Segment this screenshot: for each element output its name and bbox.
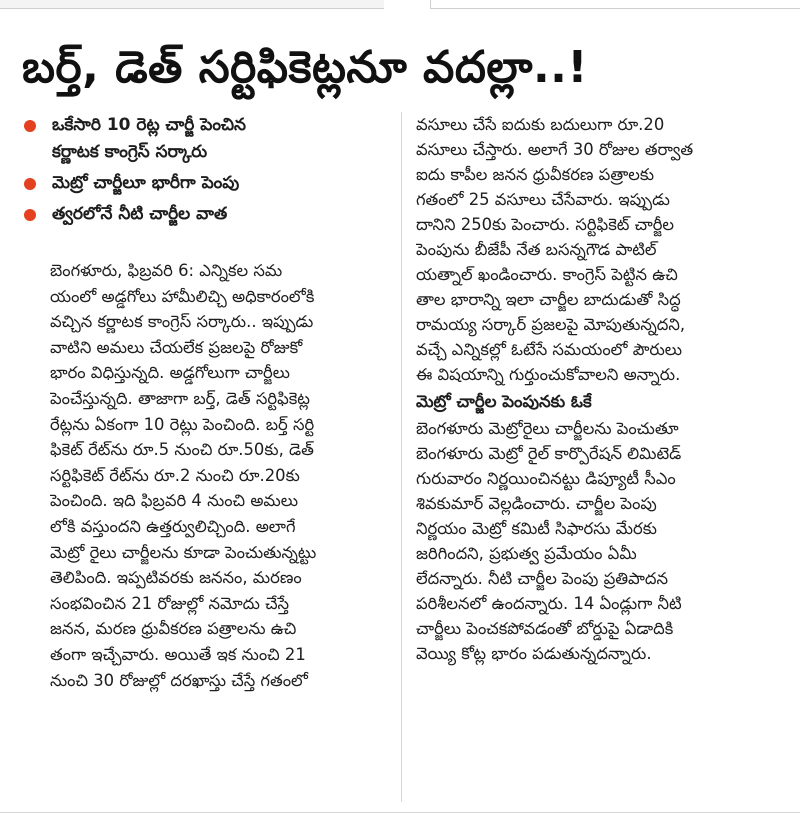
body-line: మెట్రో రైలు చార్జీలను కూడా పెంచుతున్నట్టు bbox=[50, 542, 317, 562]
body-line: వాటిని అమలు చేయలేక ప్రజలపై రోజుకో bbox=[50, 337, 303, 357]
body-line: ఫికెట్ రేట్‌ను రూ.5 నుంచి రూ.50కు, డెత్ bbox=[50, 440, 314, 460]
bullet-item bbox=[52, 112, 392, 139]
body-line: జరిగిందని, ప్రభుత్వ ప్రమేయం ఏమీ bbox=[416, 544, 637, 563]
body-line: పెంపును బీజేపీ నేత బసన్నగౌడ పాటిల్ bbox=[416, 240, 657, 259]
body-line: నిర్ణయం మెట్రో కమిటీ సిఫారసు మేరకు bbox=[416, 519, 657, 538]
bullet-dot-icon bbox=[24, 120, 36, 132]
bottom-rule bbox=[0, 812, 800, 813]
body-line: జనన, మరణ ధ్రువీకరణ పత్రాలను ఉచి bbox=[50, 619, 297, 639]
body-line: బెంగళూరు, ఫిబ్రవరి 6: ఎన్నికల సమ bbox=[50, 261, 283, 280]
body-line: రేట్లను ఏకంగా 10 రెట్లు పెంచింది. బర్త్ సర్టి bbox=[50, 414, 315, 434]
body-line: పెంచేస్తున్నది. తాజాగా బర్త్, డెత్ సర్టిఫికెట్ల bbox=[50, 388, 310, 408]
body-line: భారం విధిస్తున్నది. అడ్డగోలుగా చార్జీలు bbox=[50, 363, 290, 383]
article-headline: బర్త్, డెత్ సర్టిఫికెట్లనూ వదల్లా..! bbox=[22, 42, 588, 93]
bullet-dot-icon bbox=[24, 178, 36, 190]
body-line: సర్టిఫికెట్ రేట్‌ను రూ.2 నుంచి రూ.20కు bbox=[50, 465, 300, 485]
body-line: గతంలో 25 వసూలు చేసేవారు. ఇప్పుడు bbox=[416, 190, 670, 209]
bullet-item bbox=[52, 201, 392, 228]
body-line: ఐదు కాపీల జనన ధ్రువీకరణ పత్రాలకు bbox=[416, 165, 655, 184]
body-line: వచ్చే ఎన్నికల్లో ఓటేసే సమయంలో పౌరులు bbox=[416, 340, 683, 359]
bullet-text: కర్ణాటక కాంగ్రెస్ సర్కారు bbox=[52, 142, 208, 162]
body-line: తాల భారాన్ని ఇలా చార్జీల బాదుడుతో సిద్ధ bbox=[416, 290, 681, 309]
body-line: లేదన్నారు. నీటి చార్జీల పెంపు ప్రతిపాదన bbox=[416, 569, 669, 588]
body-line: చార్జీలు పెంచకపోవడంతో బోర్డుపై ఏడాదికి bbox=[416, 619, 674, 638]
body-line: వెయ్యి కోట్ల భారం పడుతున్నదన్నారు. bbox=[416, 644, 652, 663]
bullet-item bbox=[52, 170, 392, 197]
bullet-list-column bbox=[52, 112, 392, 232]
adjacent-article-edge-right bbox=[430, 0, 800, 9]
top-edge-fragment bbox=[0, 0, 800, 12]
body-line: గురువారం నిర్ణయించినట్టు డిప్యూటీ సీఎం bbox=[416, 469, 676, 488]
bullet-text: ఒకేసారి 10 రెట్ల చార్జీ పెంచిన bbox=[52, 115, 246, 135]
body-line: తంగా ఇచ్చేవారు. అయితే ఇక నుంచి 21 bbox=[50, 644, 306, 664]
adjacent-article-edge-left bbox=[0, 0, 384, 9]
body-line: లోకి వస్తుందని ఉత్తర్వులిచ్చింది. అలాగే bbox=[50, 516, 296, 536]
body-line: యంలో అడ్డగోలు హామీలిచ్చి అధికారంలోకి bbox=[50, 286, 315, 306]
bullet-dot-icon bbox=[24, 209, 36, 221]
body-line: ఈ విషయాన్ని గుర్తుంచుకోవాలని అన్నారు. bbox=[416, 365, 681, 384]
section-subheading: మెట్రో చార్జీల పెంపునకు ఓకే bbox=[416, 392, 592, 411]
bullet-item-continuation bbox=[52, 139, 392, 166]
body-line: నుంచి 30 రోజుల్లో దరఖాస్తు చేస్తే గతంలో bbox=[50, 670, 308, 690]
highlight-bullets bbox=[52, 112, 392, 228]
body-line: యత్నాల్ ఖండించారు. కాంగ్రెస్ పెట్టిన ఉచి bbox=[416, 265, 678, 284]
body-line: తెలిపింది. ఇప్పటివరకు జననం, మరణం bbox=[50, 568, 302, 588]
body-line: సంభవించిన 21 రోజుల్లో నమోదు చేస్తే bbox=[50, 593, 290, 613]
body-line: పరిశీలనలో ఉందన్నారు. 14 ఏండ్లుగా నీటి bbox=[416, 594, 682, 613]
body-line: బెంగళూరు మెట్రోరైలు చార్జీలను పెంచుతూ bbox=[416, 419, 679, 438]
body-line: వచ్చిన కర్ణాటక కాంగ్రెస్ సర్కారు.. ఇప్పుడు bbox=[50, 312, 314, 332]
column-divider bbox=[401, 112, 402, 802]
article-body-right-column bbox=[416, 112, 782, 666]
bullet-text: మెట్రో చార్జీలూ భారీగా పెంపు bbox=[52, 173, 240, 193]
body-line: బెంగళూరు మెట్రో రైల్ కార్పొరేషన్ లిమిటెడ్ bbox=[416, 444, 682, 463]
body-line: రామయ్య సర్కార్ ప్రజలపై మోపుతున్నదని, bbox=[416, 315, 686, 334]
body-line: పెంచింది. ఇది ఫిబ్రవరి 4 నుంచి అమలు bbox=[50, 491, 299, 511]
bullet-text: త్వరలోనే నీటి చార్జీల వాత bbox=[52, 204, 228, 224]
body-line: దానిని 250కు పెంచారు. సర్టిఫికెట్ చార్జీల bbox=[416, 215, 675, 234]
article-body-left-column bbox=[50, 258, 394, 693]
body-line: వసూలు చేసే ఐదుకు బదులుగా రూ.20 bbox=[416, 115, 665, 134]
body-line: వసూలు చేస్తారు. అలాగే 30 రోజుల తర్వాత bbox=[416, 140, 694, 159]
body-line: శివకుమార్ వెల్లడించారు. చార్జీల పెంపు bbox=[416, 494, 657, 513]
